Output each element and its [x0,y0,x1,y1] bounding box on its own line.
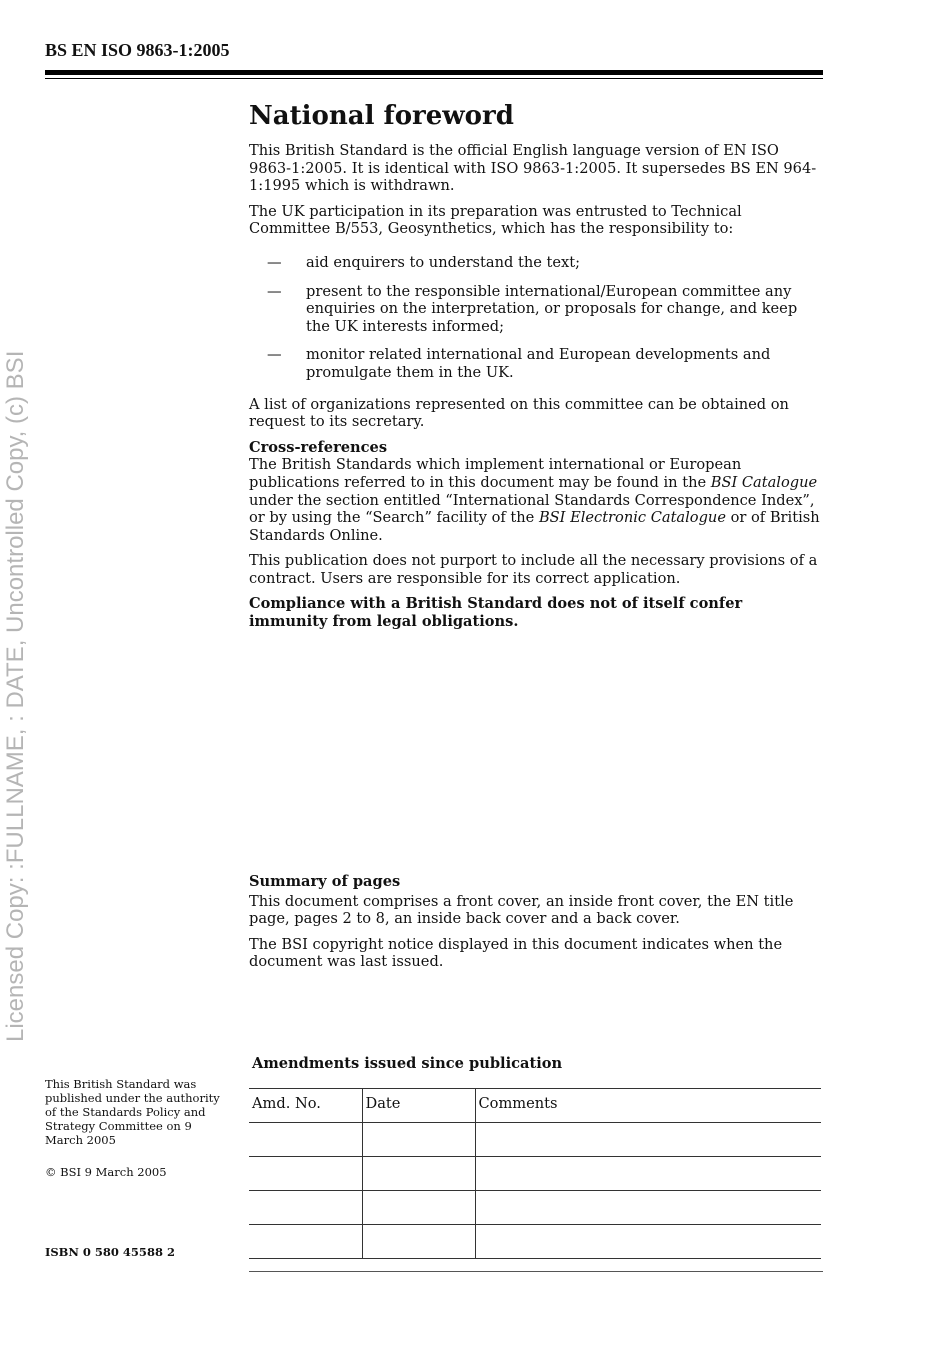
footer-rule [249,1271,823,1272]
bsi-electronic-catalogue-title: BSI Electronic Catalogue [538,509,726,527]
table-row [249,1225,821,1259]
table-cell [362,1157,475,1191]
compliance-statement: Compliance with a British Standard does not of itself confer immunity from legal obligations. [249,595,743,631]
dash-marker: — [267,346,282,364]
list-item-text: aid enquirers to understand the text; [306,253,581,271]
document-id-header: BS EN ISO 9863-1:2005 [45,40,230,60]
page-title: National foreword [249,101,514,131]
license-watermark: Licensed Copy: :FULLNAME, : DATE, Uncontrolled Copy, (c) BSI [2,350,29,1042]
table-cell [362,1191,475,1225]
table-cell [475,1225,821,1259]
column-header-amd-no: Amd. No. [249,1089,362,1123]
summary-of-pages-section [249,873,824,979]
list-item-text: present to the responsible international/European committee any enquiries on the interpretation, or proposals for change, and keep the UK interests informed; [306,282,798,335]
column-header-date: Date [362,1089,475,1123]
foreword-paragraph-2: The UK participation in its preparation was entrusted to Technical Committee B/553, Geosynthetics, which has the responsibility to: [249,202,742,238]
table-row [249,1157,821,1191]
column-header-comments: Comments [475,1089,821,1123]
amendments-heading: Amendments issued since publication [252,1055,563,1072]
cross-references-heading: Cross-references [249,438,388,456]
amendments-table [249,1088,821,1259]
table-cell [249,1191,362,1225]
table-cell [362,1225,475,1259]
copyright-notice: © BSI 9 March 2005 [45,1165,167,1179]
crossref-text-1: The British Standards which implement international or European publications referred to in this document may be found in the [249,456,742,491]
summary-paragraph-1: This document comprises a front cover, an inside front cover, the EN title page, pages 2 to 8, an inside back cover and a back cover. [249,892,794,928]
table-cell [475,1157,821,1191]
responsibility-list [249,254,824,382]
dash-marker: — [267,282,282,300]
table-cell [249,1123,362,1157]
table-row [249,1123,821,1157]
list-item-text: monitor related international and European developments and promulgate them in the UK. [306,346,771,381]
national-foreword-section [249,100,824,639]
isbn-number: ISBN 0 580 45588 2 [45,1245,175,1259]
header-rule-thick [45,70,823,75]
table-cell [475,1123,821,1157]
publication-authority-note: This British Standard was published under the authority of the Standards Policy and Strategy Committee on 9 March 2005 [45,1077,220,1147]
foreword-paragraph-1: This British Standard is the official English language version of EN ISO 9863-1:2005. It is identical with ISO 9863-1:2005. It supersedes BS EN 964-1:1995 which is withdrawn. [249,142,817,195]
table-header-row [249,1089,821,1123]
header-rule-thin [45,78,823,79]
crossref-text-2: under the section entitled “International Standards Correspondence Index”, or by using the “Search” facility of the [249,491,815,527]
list-item [249,346,824,381]
table-cell [249,1225,362,1259]
publication-info-sidebar [45,1077,230,1197]
crossref-text-3: or of British Standards Online. [249,509,820,544]
table-cell [475,1191,821,1225]
table-cell [249,1157,362,1191]
summary-heading: Summary of pages [249,873,401,890]
list-item [249,254,824,272]
committee-list-paragraph: A list of organizations represented on this committee can be obtained on request to its secretary. [249,395,789,431]
provisions-paragraph: This publication does not purport to include all the necessary provisions of a contract. Users are responsible for its correct application. [249,552,818,587]
table-cell [362,1123,475,1157]
summary-paragraph-2: The BSI copyright notice displayed in this document indicates when the document was last issued. [249,935,783,971]
list-item [249,283,824,336]
table-row [249,1191,821,1225]
cross-references-paragraph [249,456,824,544]
dash-marker: — [267,253,282,271]
bsi-catalogue-title: BSI Catalogue [710,473,818,491]
